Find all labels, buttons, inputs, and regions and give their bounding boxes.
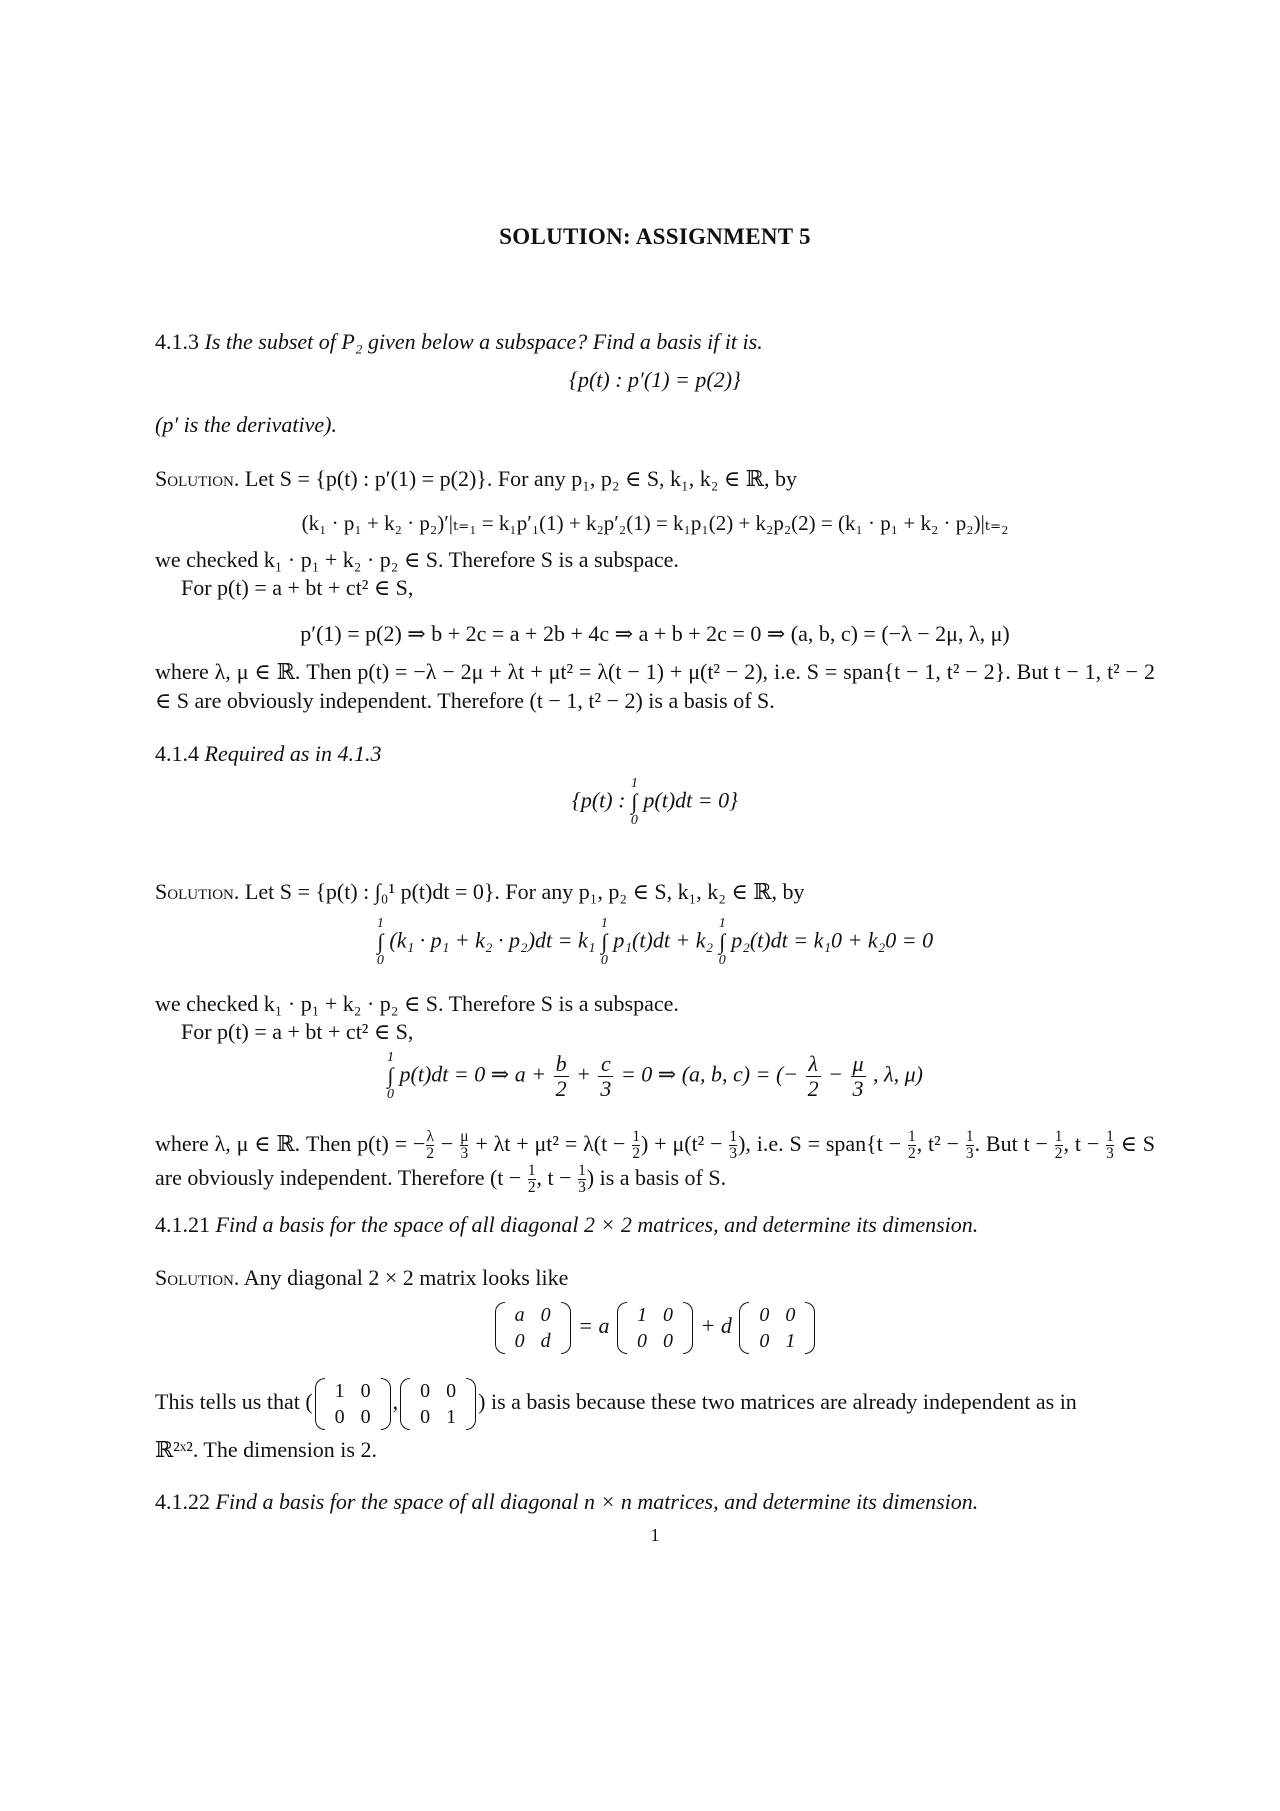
matrix-e11: 1 0 0 0 bbox=[615, 1302, 695, 1354]
general-polynomial: For p(t) = a + bt + ct² ∈ S, bbox=[181, 575, 414, 600]
subspace-check: we checked k₁ · p₁ + k₂ · p₂ ∈ S. Therefore S is a subspace. bbox=[155, 547, 679, 572]
problem-question: Required as in 4.1.3 bbox=[204, 741, 382, 766]
page-title: SOLUTION: ASSIGNMENT 5 bbox=[499, 224, 811, 249]
equation-condition: p′(1) = p(2) ⇒ b + 2c = a + 2b + 4c ⇒ a + b + 2c = 0 ⇒ (a, b, c) = (−λ − 2μ, λ, μ) bbox=[300, 621, 1010, 646]
problem-note: (p′ is the derivative). bbox=[155, 412, 337, 437]
equation-integral-condition: 1 ∫ 0 p(t)dt = 0 ⇒ a + $\frac{b}{2}$ + $\frac{c}{3}$ = 0 ⇒ (a, b, c) = (− $\frac{\lambda}{2}$ − $\frac{\mu}{3}$ , λ, μ) bbox=[387, 1050, 923, 1103]
integral-sign: 1 ∫ 0 bbox=[600, 916, 608, 969]
basis-statement: This tells us that ( 1 0 0 0 , 0 0 0 1 ) is a basis because these two matrices are already independent as in bbox=[155, 1380, 1077, 1428]
problem-number: 4.1.3 bbox=[155, 329, 199, 354]
display-equation: {p(t) : p′(1) = p(2)} bbox=[569, 367, 741, 392]
display-integral-condition: {p(t) : 1 ∫ 0 p(t)dt = 0} bbox=[572, 776, 738, 829]
solution-text: Let S = {p(t) : ∫₀¹ p(t)dt = 0}. For any p₁, p₂ ∈ S, k₁, k₂ ∈ ℝ, by bbox=[244, 879, 805, 904]
problem-number: 4.1.4 bbox=[155, 741, 199, 766]
solution-text: Let S = {p(t) : p′(1) = p(2)}. For any p₁, p₂ ∈ S, k₁, k₂ ∈ ℝ, by bbox=[244, 466, 797, 491]
problem-4-1-22-heading bbox=[155, 1488, 1155, 1517]
matrix-decomposition: a 0 0 d = a 1 0 0 0 + d 0 0 0 1 bbox=[155, 1302, 1155, 1354]
problem-question: Find a basis for the space of all diagonal 2 × 2 matrices, and determine its dimension. bbox=[215, 1212, 979, 1237]
basis-conclusion: where λ, μ ∈ ℝ. Then p(t) = −λ − 2μ + λt + μt² = λ(t − 1) + μ(t² − 2), i.e. S = span{t − 1, t² − 2}. But t − 1, t² − 2 ∈ S are obviously independent. Therefore (t − 1, t² − 2) is a basis of S. bbox=[155, 659, 1155, 713]
solution-intro bbox=[155, 465, 1155, 494]
problem-question: Is the subset of P₂ given below a subspace? Find a basis if it is. bbox=[204, 329, 763, 354]
problem-question: Find a basis for the space of all diagonal n × n matrices, and determine its dimension. bbox=[215, 1489, 979, 1514]
problem-number: 4.1.22 bbox=[155, 1489, 210, 1514]
integral-sign: 1 ∫ 0 bbox=[718, 916, 726, 969]
solution-label: Solution. bbox=[155, 879, 240, 904]
matrix-e22: 0 0 0 1 bbox=[737, 1302, 817, 1354]
solution-intro bbox=[155, 1264, 1155, 1293]
solution-label: Solution. bbox=[155, 466, 240, 491]
equation-linear-combination: (k₁ · p₁ + k₂ · p₂)′|ₜ₌₁ = k₁p′₁(1) + k₂p′₂(1) = k₁p₁(2) + k₂p₂(2) = (k₁ · p₁ + k₂ · p₂)|ₜ₌₂ bbox=[301, 511, 1009, 535]
general-polynomial: For p(t) = a + bt + ct² ∈ S, bbox=[181, 1019, 414, 1044]
solution-label: Solution. bbox=[155, 1265, 240, 1290]
problem-4-1-4-heading bbox=[155, 740, 1155, 769]
document-page bbox=[155, 0, 1155, 1811]
subspace-check: we checked k₁ · p₁ + k₂ · p₂ ∈ S. Therefore S is a subspace. bbox=[155, 991, 679, 1016]
basis-conclusion: where λ, μ ∈ ℝ. Then p(t) = − $\frac{\lambda}{2}$ − $\frac{\mu}{3}$ + λt + μt² = λ(t − $\frac{1}{2}$ ) + μ(t² − $\frac{1}{3}$ ), i.e. S = span{t − $\frac{1}{2}$ , t² − $\frac{1}{3}$ . But t − $\frac{1}{2}$ , t − $\frac{1}{3}$ ∈ S are obviously independent. Therefore (t − $\frac{1}{2}$ , t − $\frac{1}{3}$ ) is a basis of S. bbox=[155, 1127, 1156, 1197]
solution-text: Any diagonal 2 × 2 matrix looks like bbox=[243, 1265, 569, 1290]
solution-intro bbox=[155, 878, 1155, 907]
integral-sign: 1 ∫ 0 bbox=[630, 776, 638, 829]
matrix-diagonal: a 0 0 d bbox=[493, 1302, 573, 1354]
problem-number: 4.1.21 bbox=[155, 1212, 210, 1237]
problem-4-1-21-heading bbox=[155, 1211, 1155, 1240]
page-number: 1 bbox=[650, 1525, 660, 1545]
integral-sign: 1 ∫ 0 bbox=[376, 916, 384, 969]
equation-integral-linearity: 1 ∫ 0 (k₁ · p₁ + k₂ · p₂)dt = k₁ 1 ∫ 0 p₁(t)dt + k₂ 1 ∫ 0 p₂(t)dt = k₁0 + k₂0 = 0 bbox=[376, 916, 934, 969]
integral-sign: 1 ∫ 0 bbox=[387, 1050, 395, 1103]
dimension-statement: ℝ²ˣ². The dimension is 2. bbox=[155, 1437, 377, 1462]
problem-4-1-3-heading bbox=[155, 328, 1155, 357]
